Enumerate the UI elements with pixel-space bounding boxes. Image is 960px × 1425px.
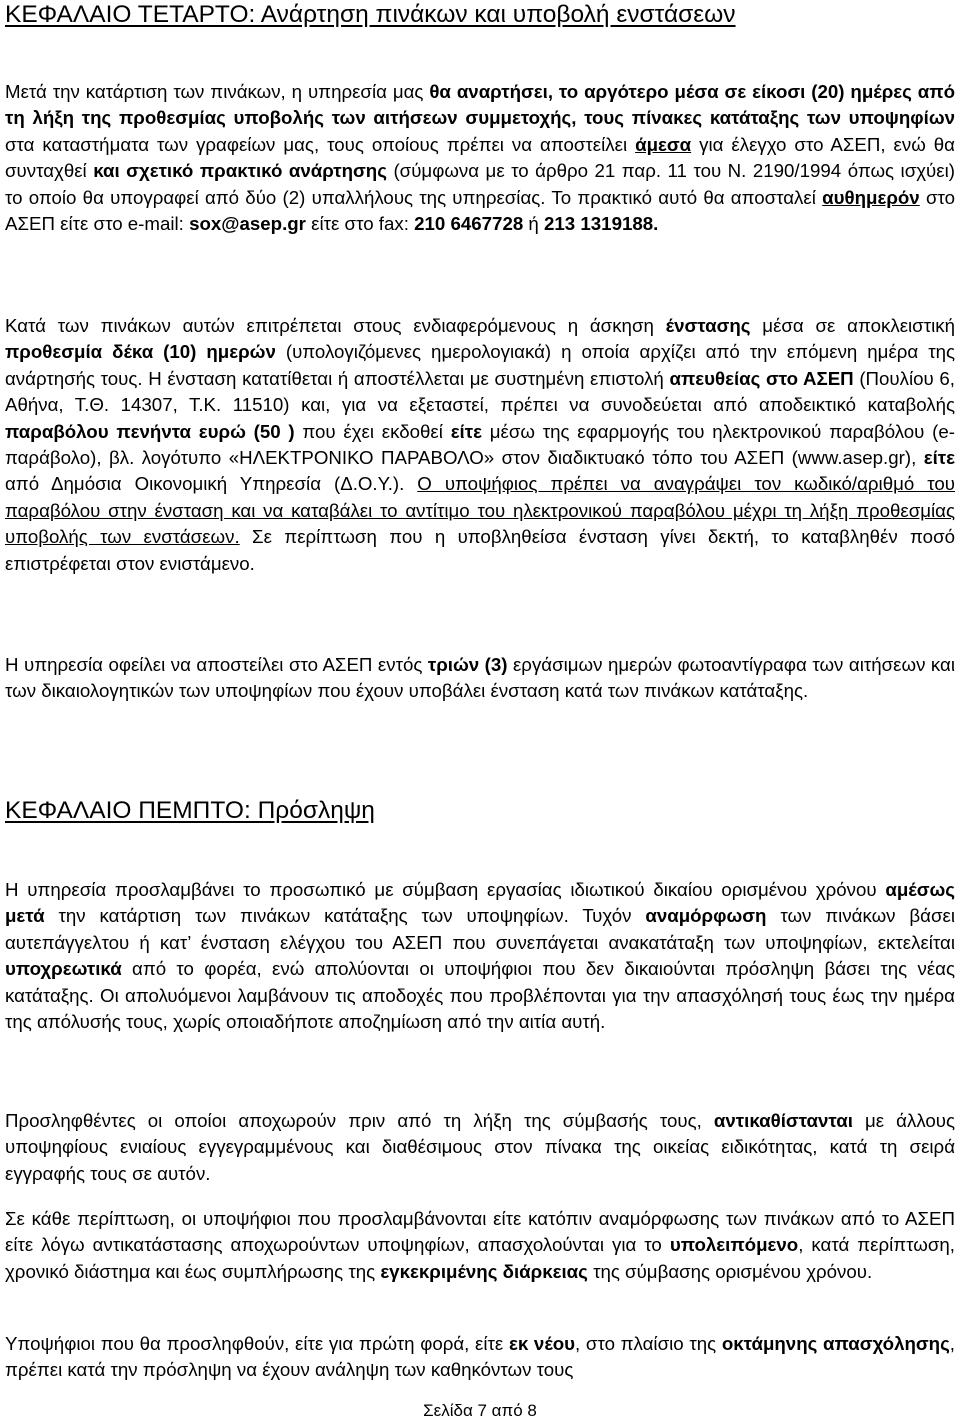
email-address: sox@asep.gr	[189, 213, 306, 235]
chapter5-paragraph-3: Σε κάθε περίπτωση, οι υποψήφιοι που προσλαμβάνονται είτε κατόπιν αναμόρφωσης των πινάκων από το ΑΣΕΠ είτε λόγω αντικατάστασης αποχωρούντων υποψηφίων, απασχολούνται για το υπολειπόμενο, κατά περίπτωση, χρονικό διάστημα και έως συμπλήρωσης της εγκεκριμένης διάρκειας της σύμβασης ορισμένου χρόνου.	[5, 1208, 955, 1282]
fax-number-2: 213 1319188	[544, 213, 654, 235]
chapter4-paragraph-2: Κατά των πινάκων αυτών επιτρέπεται στους ενδιαφερόμενους η άσκηση ένστασης μέσα σε αποκλειστική προθεσμία δέκα (10) ημερών (υπολογιζόμενες ημερολογιακά) η οποία αρχίζει από την επόμενη ημέρα της ανάρτησής τους. Η ένσταση κατατίθεται ή αποστέλλεται με συστημένη επιστολή απευθείας στο ΑΣΕΠ (Πουλίου 6, Αθήνα, Τ.Θ. 14307, Τ.Κ. 11510) και, για να εξεταστεί, πρέπει να συνοδεύεται από αποδεικτικό καταβολής παραβόλου πενήντα ευρώ (50 ) που έχει εκδοθεί είτε μέσω της εφαρμογής του ηλεκτρονικού παραβόλου (e-παράβολο), βλ. λογότυπο «ΗΛΕΚΤΡΟΝΙΚΟ ΠΑΡΑΒΟΛΟ» στον διαδικτυακό τόπο του ΑΣΕΠ (www.asep.gr), είτε από Δημόσια Οικονομική Υπηρεσία (Δ.Ο.Υ.). Ο υποψήφιος πρέπει να αναγράψει τον κωδικό/αριθμό του παραβόλου στην ένσταση και να καταβάλει το αντίτιμο του ηλεκτρονικού παραβόλου μέχρι τη λήξη προθεσμίας υποβολής των ενστάσεων. Σε περίπτωση που η υποβληθείσα ένσταση γίνει δεκτή, το καταβληθέν ποσό επιστρέφεται στον ενιστάμενο.	[5, 315, 956, 574]
chapter5-heading: ΚΕΦΑΛΑΙΟ ΠΕΜΠΤΟ: Πρόσληψη	[5, 797, 375, 824]
chapter4-heading: ΚΕΦΑΛΑΙΟ ΤΕΤΑΡΤΟ: Ανάρτηση πινάκων και υποβολή ενστάσεων	[5, 1, 736, 28]
chapter5-paragraph-1: Η υπηρεσία προσλαμβάνει το προσωπικό με σύμβαση εργασίας ιδιωτικού δικαίου ορισμένου χρόνου αμέσως μετά την κατάρτιση των πινάκων κατάταξης των υποψηφίων. Τυχόν αναμόρφωση των πινάκων βάσει αυτεπάγγελτου ή κατ’ ένσταση ελέγχου του ΑΣΕΠ που συνεπάγεται ανακατάταξη των υποψηφίων, εκτελείται υποχρεωτικά από το φορέα, ενώ απολύονται οι υποψήφιοι που δεν δικαιούνται πρόσληψη βάσει της νέας κατάταξης. Οι απολυόμενοι λαμβάνουν τις αποδοχές που προβλέπονται για την απασχόλησή τους έως την ημέρα της απόλυσής τους, χωρίς οποιαδήποτε αποζημίωση από την αιτία αυτή.	[5, 879, 955, 1033]
chapter5-paragraph-2: Προσληφθέντες οι οποίοι αποχωρούν πριν από τη λήξη της σύμβασής τους, αντικαθίστανται με άλλους υποψηφίους ενιαίους εγγεγραμμένους και διαθέσιμους στον πίνακα της οικείας ειδικότητας, κατά τη σειρά εγγραφής τους σε αυτόν.	[5, 1110, 955, 1184]
page-number: Σελίδα 7 από 8	[423, 1401, 537, 1420]
chapter4-paragraph-1: Μετά την κατάρτιση των πινάκων, η υπηρεσία μας θα αναρτήσει, το αργότερο μέσα σε είκοσι (20) ημέρες από τη λήξη της προθεσμίας υποβολής των αιτήσεων συμμετοχής, τους πίνακες κατάταξης των υποψηφίων στα καταστήματα των γραφείων μας, τους οποίους πρέπει να αποστείλει άμεσα για έλεγχο στο ΑΣΕΠ, ενώ θα συνταχθεί και σχετικό πρακτικό ανάρτησης (σύμφωνα με το άρθρο 21 παρ. 11 του Ν. 2190/1994 όπως ισχύει) το οποίο θα υπογραφεί από δύο (2) υπαλλήλους της υπηρεσίας. Το πρακτικό αυτό θα αποσταλεί αυθημερόν στο ΑΣΕΠ είτε στο e-mail: sox@asep.gr είτε στο fax: 210 6467728 ή 213 1319188.	[5, 81, 955, 235]
chapter5-paragraph-4: Υποψήφιοι που θα προσληφθούν, είτε για πρώτη φορά, είτε εκ νέου, στο πλαίσιο της οκτάμηνης απασχόλησης, πρέπει κατά την πρόσληψη να έχουν ανάληψη των καθηκόντων τους	[5, 1333, 955, 1381]
chapter4-paragraph-3: Η υπηρεσία οφείλει να αποστείλει στο ΑΣΕΠ εντός τριών (3) εργάσιμων ημερών φωτοαντίγραφα των αιτήσεων και των δικαιολογητικών των υποψηφίων που έχουν υποβάλει ένσταση κατά των πινάκων κατάταξης.	[5, 654, 955, 702]
fax-number-1: 210 6467728	[414, 213, 524, 235]
